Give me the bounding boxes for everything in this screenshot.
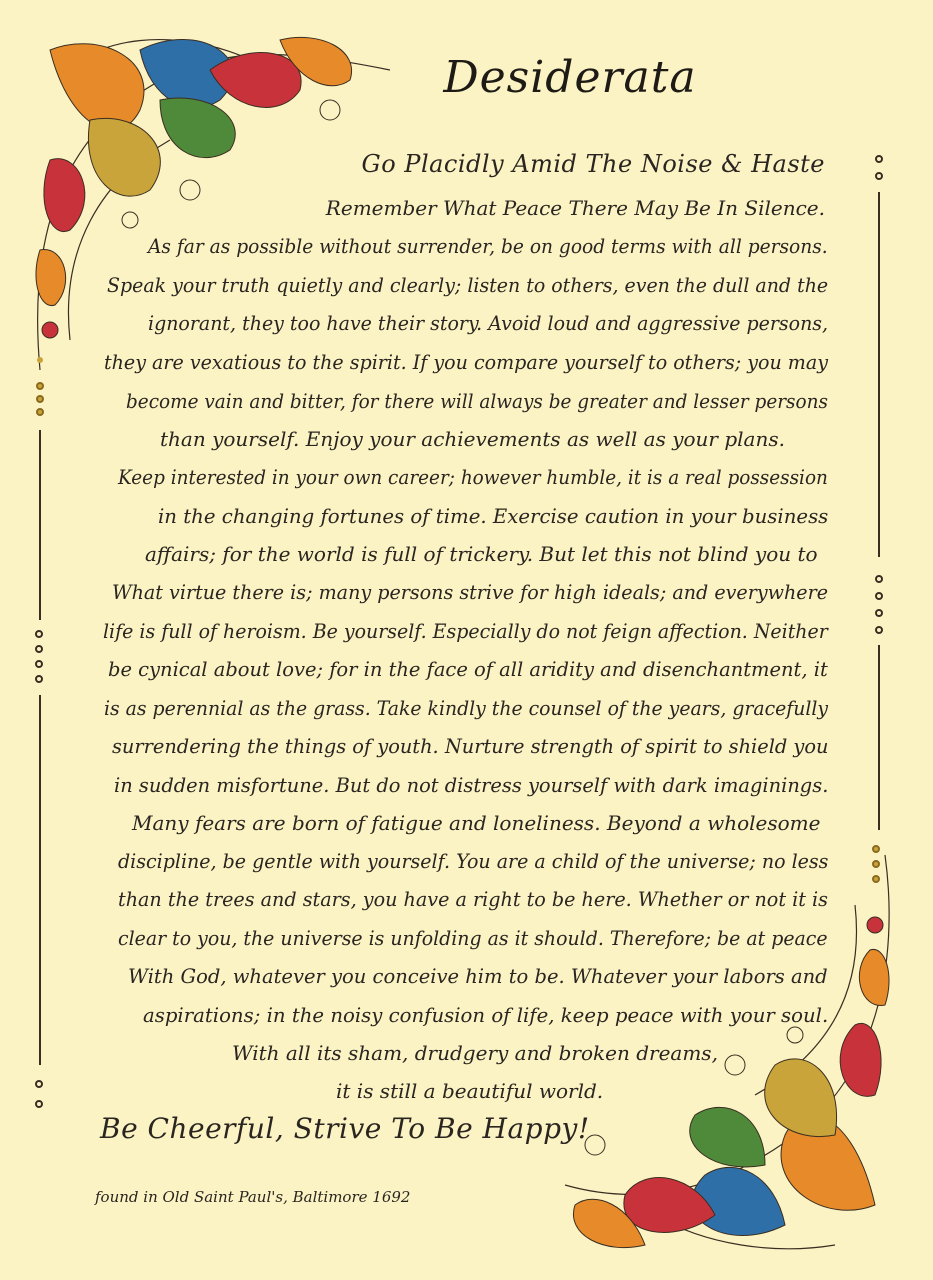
right-border-dot [875,155,883,163]
right-border-rule [878,645,880,830]
right-border-dot [875,575,883,583]
right-border-dot [872,845,880,853]
poem-line: than yourself. Enjoy your achievements as well as your plans. [160,427,785,451]
attribution: found in Old Saint Paul's, Baltimore 1692 [95,1188,411,1206]
poem-line: What virtue there is; many persons strive for high ideals; and everywhere [112,580,828,604]
left-border-dot [35,645,43,653]
poem-line: aspirations; in the noisy confusion of life, keep peace with your soul. [143,1003,829,1027]
left-border-dot [35,660,43,668]
opening-heading: Go Placidly Amid The Noise & Haste [361,150,825,178]
poem-line: With God, whatever you conceive him to be. Whatever your labors and [128,964,828,988]
poem-line: become vain and bitter, for there will always be greater and lesser persons [126,389,828,413]
poem-line: in the changing fortunes of time. Exercise caution in your business [158,504,829,528]
poem-line: Many fears are born of fatigue and loneliness. Beyond a wholesome [132,811,821,835]
left-border-dot [35,675,43,683]
poem-line: they are vexatious to the spirit. If you compare yourself to others; you may [104,350,828,374]
poem-line: life is full of heroism. Be yourself. Especially do not feign affection. Neither [103,619,828,643]
poem-line: As far as possible without surrender, be on good terms with all persons. [148,234,828,258]
left-border-dot [36,395,44,403]
closing-line: Be Cheerful, Strive To Be Happy! [100,1112,590,1145]
poem-line: Keep interested in your own career; however humble, it is a real possession [118,465,828,489]
poem-line: be cynical about love; for in the face of all aridity and disenchantment, it [108,657,828,681]
left-border-dot [36,408,44,416]
poem-line: ignorant, they too have their story. Avoid loud and aggressive persons, [148,311,829,335]
poem-line: surrendering the things of youth. Nurture strength of spirit to shield you [112,734,829,758]
right-border-dot [875,172,883,180]
right-border-dot [872,875,880,883]
left-border-rule [39,695,41,1065]
poem-line: is as perennial as the grass. Take kindly the counsel of the years, gracefully [104,696,829,720]
poem-line: affairs; for the world is full of trickery. But let this not blind you to [145,542,818,566]
right-border-dot [875,592,883,600]
left-border-rule [39,430,41,620]
page-title: Desiderata [443,52,697,103]
left-border-dot [36,382,44,390]
opening-subheading: Remember What Peace There May Be In Silence. [325,196,825,220]
poem-line: than the trees and stars, you have a right to be here. Whether or not it is [118,887,828,911]
poem-line: in sudden misfortune. But do not distress yourself with dark imaginings. [114,773,829,797]
right-border-dot [875,626,883,634]
left-border-dot [35,1080,43,1088]
poem-line: With all its sham, drudgery and broken dreams, [232,1041,718,1065]
left-border-dot [35,1100,43,1108]
poem-line: it is still a beautiful world. [336,1079,604,1103]
left-border-dot [35,630,43,638]
poem-line: clear to you, the universe is unfolding as it should. Therefore; be at peace [118,926,828,950]
poem-line: discipline, be gentle with yourself. You are a child of the universe; no less [118,849,829,873]
right-border-rule [878,192,880,557]
right-border-dot [875,609,883,617]
right-border-dot [872,860,880,868]
poem-line: Speak your truth quietly and clearly; listen to others, even the dull and the [107,273,829,297]
